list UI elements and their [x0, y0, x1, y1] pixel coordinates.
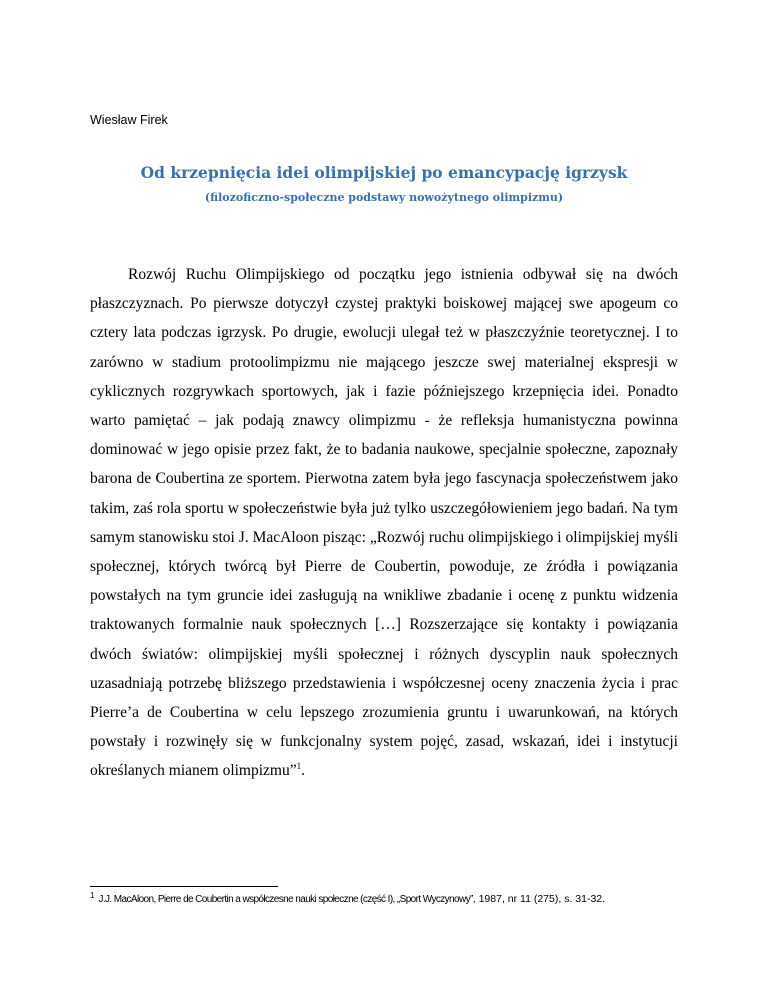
footnote-separator: [90, 886, 278, 887]
footnote: [90, 890, 690, 905]
body-paragraph: Rozwój Ruchu Olimpijskiego od początku jego istnienia odbywał się na dwóch płaszczyznach. Po pierwsze dotyczył czystej praktyki boiskowej mającej swe apogeum co cztery lata podczas igrzysk. Po drugie, ewolucji ulegał też w płaszczyźnie teoretycznej. I to zarówno w stadium protoolimpizmu nie mającego jeszcze swej materialnej ekspresji w cyklicznych rozgrywkach sportowych, jak i fazie późniejszego krzepnięcia idei. Ponadto warto pamiętać – jak podają znawcy olimpizmu - że refleksja humanistyczna powinna dominować w jego opisie przez fakt, że to badania naukowe, specjalnie społeczne, zapoznały barona de Coubertina ze sportem. Pierwotna zatem była jego fascynacja społeczeństwem jako takim, zaś rola sportu w społeczeństwie była już tylko uszczegółowieniem jego badań. Na tym samym stanowisku stoi J. MacAloon pisząc: „Rozwój ruchu olimpijskiego i olimpijskiej myśli społecznej, których twórcą był Pierre de Coubertin, powoduje, ze źródła i powiązania powstałych na tym gruncie idei zasługują na wnikliwe zbadanie i ocenę z punktu widzenia traktowanych formalnie nauk społecznych […] Rozszerzające się kontakty i powiązania dwóch światów: olimpijskiej myśli społecznej i różnych dyscyplin nauk społecznych uzasadniają potrzebę bliższego przedstawienia i współczesnej oceny znaczenia życia i prac Pierre’a de Coubertina w celu lepszego zrozumienia gruntu i uwarunkowań, na których powstały i rozwinęły się w funkcjonalny system pojęć, zasad, wskazań, idei i instytucji określanych mianem olimpizmu”$^1$.: [90, 266, 678, 780]
document-subtitle: (filozoficzno-społeczne podstawy nowożytnego olimpizmu): [204, 191, 564, 204]
footnote-reference: J.J. MacAloon, Pierre de Coubertin a współczesne nauki społeczne (część I), „Sport Wyczynowy”: [98, 894, 473, 905]
footnote-details: , 1987, nr 11 (275), s. 31-32.: [472, 893, 606, 905]
document-title: Od krzepnięcia idei olimpijskiej po emancypację igrzysk: [140, 163, 628, 182]
footnote-marker[interactable]: 1: [296, 761, 302, 772]
paragraph-text: Rozwój Ruchu Olimpijskiego od początku jego istnienia odbywał się na dwóch płaszczyznach. Po pierwsze dotyczył czystej praktyki boiskowej mającej swe apogeum co cztery lata podczas igrzysk. Po drugie, ewolucji ulegał też w płaszczyźnie teoretycznej. I to zarówno w stadium protoolimpizmu nie mającego jeszcze swej materialnej ekspresji w cyklicznych rozgrywkach sportowych, jak i fazie późniejszego krzepnięcia idei. Ponadto warto pamiętać – jak podają znawcy olimpizmu - że refleksja humanistyczna powinna dominować w jego opisie przez fakt, że to badania naukowe, specjalnie społeczne, zapoznały barona de Coubertina ze sportem. Pierwotna zatem była jego fascynacja społeczeństwem jako takim, zaś rola sportu w społeczeństwie była już tylko uszczegółowieniem jego badań. Na tym samym stanowisku stoi J. MacAloon pisząc: „Rozwój ruchu olimpijskiego i olimpijskiej myśli społecznej, których twórcą był Pierre de Coubertin, powoduje, ze źródła i powiązania powstałych na tym gruncie idei zasługują na wnikliwe zbadanie i ocenę z punktu widzenia traktowanych formalnie nauk społecznych […] Rozszerzające się kontakty i powiązania dwóch światów: olimpijskiej myśli społecznej i różnych dyscyplin nauk społecznych uzasadniają potrzebę bliższego przedstawienia i współczesnej oceny znaczenia życia i prac Pierre’a de Coubertina w celu lepszego zrozumienia gruntu i uwarunkowań, na których powstały i rozwinęły się w funkcjonalny system pojęć, zasad, wskazań, idei i instytucji określanych mianem olimpizmu”: [90, 266, 678, 780]
footnote-number: 1: [90, 890, 95, 900]
author-name: Wiesław Firek: [90, 113, 168, 127]
